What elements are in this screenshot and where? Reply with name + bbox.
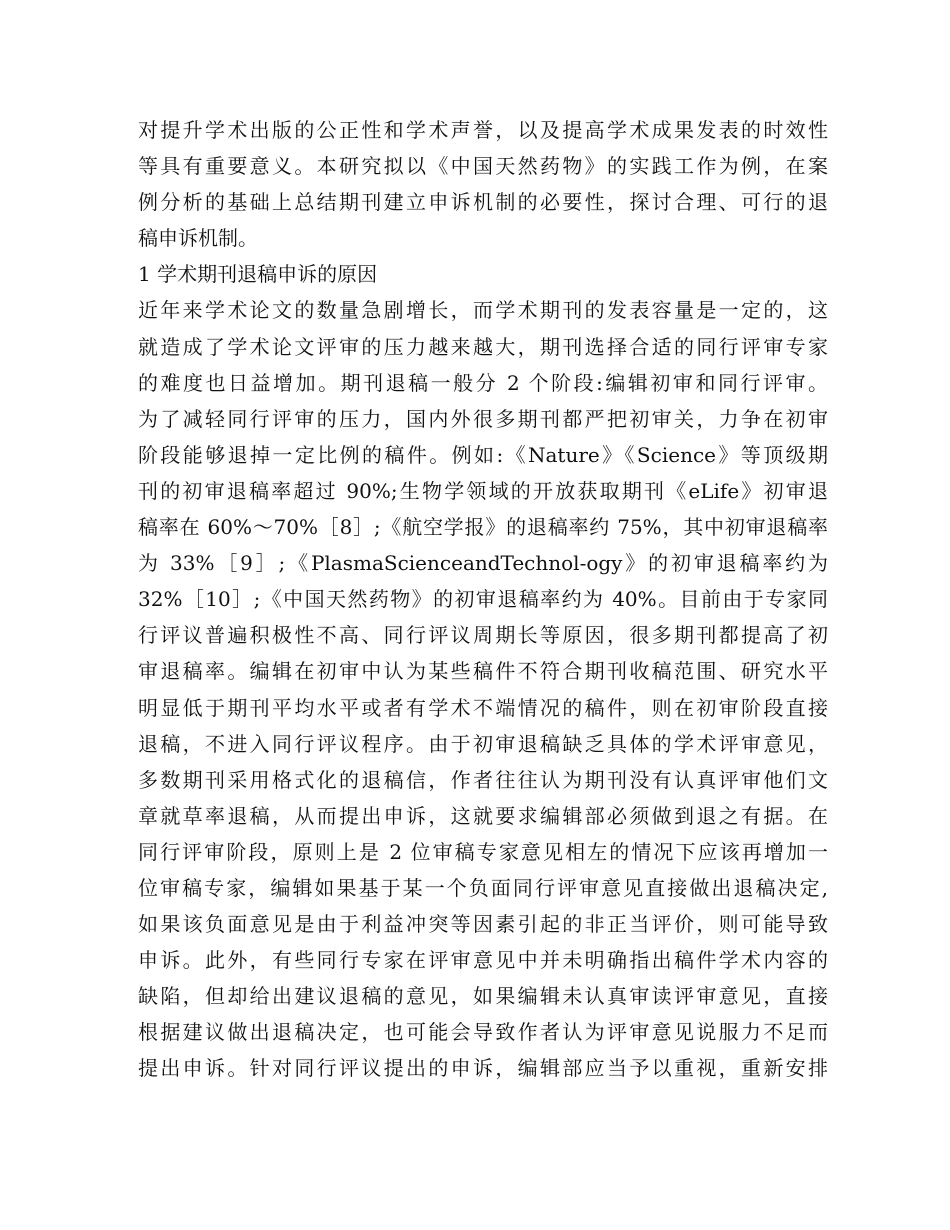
body-line: 提出申诉。针对同行评议提出的申诉，编辑部应当予以重视，重新安排 (138, 1056, 828, 1081)
intro-line: 例分析的基础上总结期刊建立申诉机制的必要性，探讨合理、可行的退 (138, 190, 828, 215)
body-line: 申诉。此外，有些同行专家在评审意见中并未明确指出稿件学术内容的 (138, 948, 828, 973)
body-line: 的难度也日益增加。期刊退稿一般分 2 个阶段:编辑初审和同行评审。 (138, 370, 828, 395)
body-line: 同行评审阶段，原则上是 2 位审稿专家意见相左的情况下应该再增加一 (138, 839, 828, 864)
body-line: 退稿，不进入同行评议程序。由于初审退稿缺乏具体的学术评审意见， (138, 731, 828, 756)
body-line: 稿率在 60%～70%［8］;《航空学报》的退稿率约 75%，其中初审退稿率 (138, 515, 828, 540)
body-line: 为了减轻同行评审的压力，国内外很多期刊都严把初审关，力争在初审 (138, 406, 828, 431)
body-line: 明显低于期刊平均水平或者有学术不端情况的稿件，则在初审阶段直接 (138, 695, 828, 720)
body-line: 行评议普遍积极性不高、同行评议周期长等原因，很多期刊都提高了初 (138, 623, 828, 648)
body-line: 如果该负面意见是由于利益冲突等因素引起的非正当评价，则可能导致 (138, 912, 828, 937)
body-line: 近年来学术论文的数量急剧增长，而学术期刊的发表容量是一定的，这 (138, 298, 828, 323)
intro-line: 对提升学术出版的公正性和学术声誉，以及提高学术成果发表的时效性 (138, 118, 828, 142)
body-line: 多数期刊采用格式化的退稿信，作者往往认为期刊没有认真评审他们文 (138, 767, 828, 792)
body-line: 为 33%［9］;《PlasmaScienceandTechnol-ogy》的初审退稿率约为 (138, 551, 828, 576)
body-line: 位审稿专家，编辑如果基于某一个负面同行评审意见直接做出退稿决定, (138, 875, 828, 900)
section-heading: 1 学术期刊退稿申诉的原因 (138, 262, 378, 287)
article-text (138, 112, 828, 1087)
body-line: 章就草率退稿，从而提出申诉，这就要求编辑部必须做到退之有据。在 (138, 803, 828, 828)
body-line: 阶段能够退掉一定比例的稿件。例如:《Nature》《Science》等顶级期 (138, 442, 828, 467)
body-line: 缺陷，但却给出建议退稿的意见，如果编辑未认真审读评审意见，直接 (138, 984, 828, 1009)
body-line: 32%［10］;《中国天然药物》的初审退稿率约为 40%。目前由于专家同 (138, 587, 828, 612)
intro-line: 等具有重要意义。本研究拟以《中国天然药物》的实践工作为例，在案 (138, 154, 828, 179)
body-line: 审退稿率。编辑在初审中认为某些稿件不符合期刊收稿范围、研究水平 (138, 659, 828, 684)
body-line: 刊的初审退稿率超过 90%;生物学领域的开放获取期刊《eLife》初审退 (138, 478, 828, 503)
body-line: 根据建议做出退稿决定，也可能会导致作者认为评审意见说服力不足而 (138, 1020, 828, 1045)
intro-line: 稿申诉机制。 (138, 226, 258, 251)
body-line: 就造成了学术论文评审的压力越来越大，期刊选择合适的同行评审专家 (138, 334, 828, 359)
